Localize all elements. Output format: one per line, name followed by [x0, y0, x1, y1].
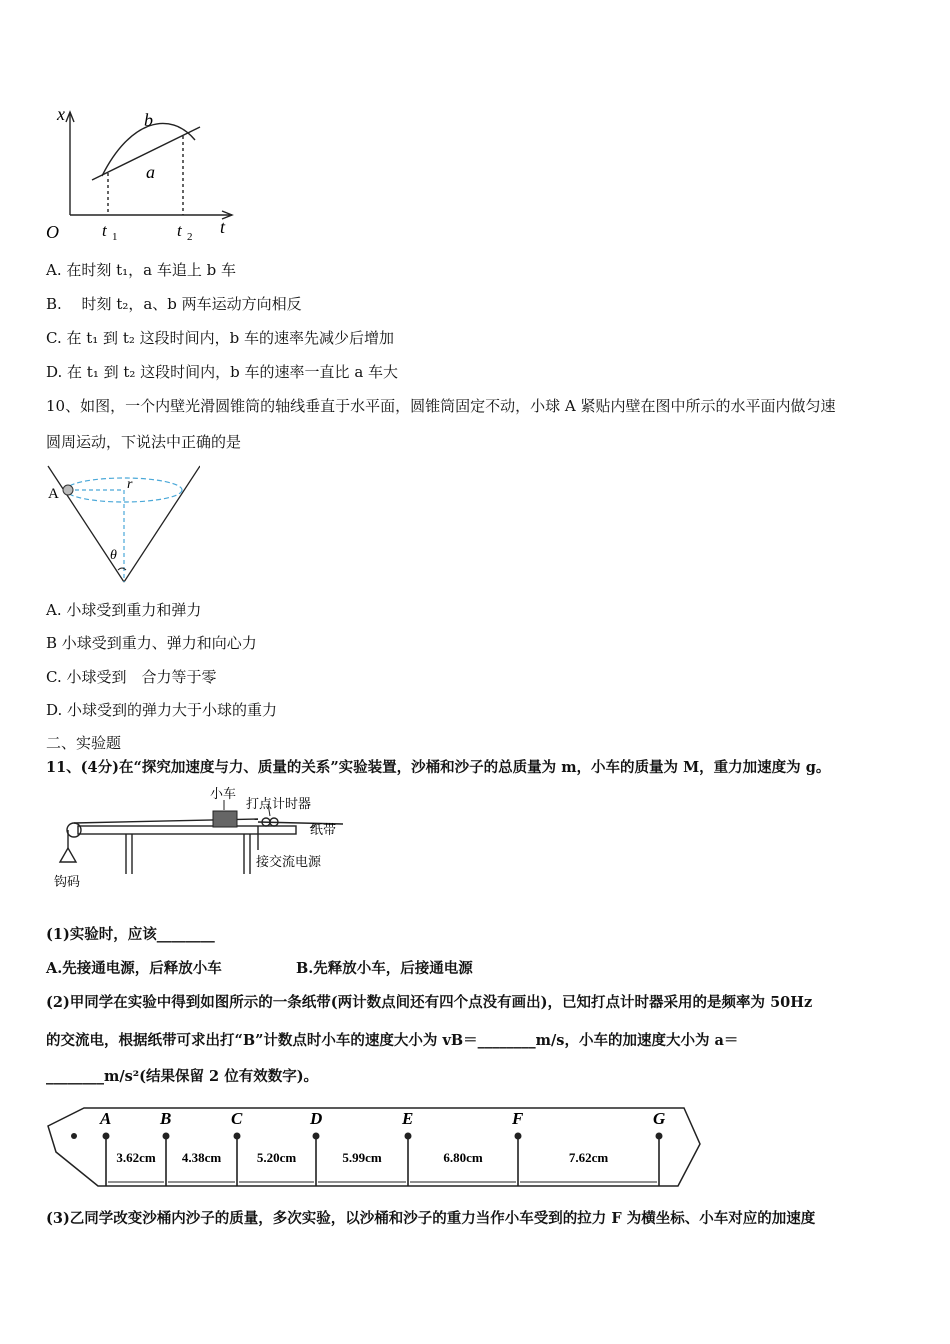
t1-sub: 1 — [112, 231, 118, 243]
origin-label: O — [46, 222, 59, 242]
a-label: a — [146, 162, 155, 182]
q11-part2-line3: ________m/s²(结果保留 2 位有效数字)。 — [46, 1068, 319, 1085]
tape-point-label: F — [512, 1109, 524, 1128]
table-top — [78, 826, 296, 834]
tape-point-label: G — [653, 1109, 666, 1128]
weight-label: 钩码 — [54, 874, 81, 889]
xt-graph — [40, 100, 250, 248]
q9-option-a: A. 在时刻 t₁，a 车追上 b 车 — [46, 261, 237, 279]
q9-option-d: D. 在 t₁ 到 t₂ 这段时间内，b 车的速率一直比 a 车大 — [46, 363, 399, 381]
radius-label: r — [127, 477, 133, 492]
tape-distance-label: 5.20cm — [256, 1150, 297, 1165]
tape-outline — [48, 1108, 700, 1186]
ball-a — [63, 485, 73, 495]
tape-dot — [71, 1133, 77, 1139]
section-title: 二、实验题 — [46, 734, 122, 752]
timer-label: 打点计时器 — [246, 796, 312, 811]
q11-stem: 11、(4分)在“探究加速度与力、质量的关系”实验装置，沙桶和沙子的总质量为 m，小车的质量为 M，重力加速度为 g。 — [46, 759, 831, 776]
q10-option-b: B 小球受到重力、弹力和向心力 — [46, 634, 257, 652]
cone-left-wall — [48, 466, 124, 582]
q10-stem-line2: 圆周运动，下说法中正确的是 — [46, 433, 242, 451]
q11-part1-option-a: A.先接通电源，后释放小车 — [46, 960, 222, 977]
tape-distance-label: 4.38cm — [181, 1150, 222, 1165]
q11-part2-line1: (2)甲同学在实验中得到如图所示的一条纸带(两计数点间还有四个点没有画出)，已知打点计时器采用的是频率为 50Hz — [46, 994, 813, 1011]
q9-option-c: C. 在 t₁ 到 t₂ 这段时间内，b 车的速率先减少后增加 — [46, 329, 395, 347]
weight-block — [60, 848, 76, 862]
tape-distance-label: 6.80cm — [443, 1150, 483, 1165]
paper-tape-figure — [44, 1100, 704, 1196]
x-label: x — [57, 104, 65, 124]
q11-part3: (3)乙同学改变沙桶内沙子的质量，多次实验，以沙桶和沙子的重力当作小车受到的拉力 F 为横坐标、小车对应的加速度 — [46, 1210, 816, 1227]
q10-option-d: D. 小球受到的弹力大于小球的重力 — [46, 701, 278, 719]
tape-label: 纸带 — [310, 822, 337, 837]
tape-distance-label: 5.99cm — [342, 1150, 382, 1165]
tape-distance-label: 3.62cm — [116, 1150, 156, 1165]
cart — [213, 811, 237, 827]
t1-label: t — [102, 221, 107, 240]
tape-point-label: D — [310, 1109, 323, 1128]
q11-part2-line2: 的交流电，根据纸带可求出打“B”计数点时小车的速度大小为 vB＝________m/s，小车的加速度大小为 a＝ — [46, 1032, 739, 1049]
cone-figure — [40, 462, 200, 588]
pulley — [67, 823, 81, 837]
theta-arc — [118, 568, 126, 570]
tape-point-label: C — [231, 1109, 243, 1128]
q9-option-b: B. 时刻 t₂，a、b 两车运动方向相反 — [46, 295, 302, 313]
b-label: b — [144, 110, 153, 130]
q11-part1-option-b: B.先释放小车，后接通电源 — [296, 960, 473, 977]
cone-right-wall — [124, 466, 200, 582]
tape-distance-label: 7.62cm — [568, 1150, 609, 1165]
tape-point-label: A — [100, 1109, 112, 1128]
t2-sub: 2 — [187, 231, 193, 243]
theta-label: θ — [110, 548, 117, 563]
apparatus-figure — [48, 786, 348, 896]
power-label: 接交流电源 — [256, 854, 322, 869]
q10-option-a: A. 小球受到重力和弹力 — [46, 601, 202, 619]
ball-label: A — [48, 486, 59, 502]
tape-point-label: B — [160, 1109, 172, 1128]
t2-label: t — [177, 221, 182, 240]
q10-stem-line1: 10、如图，一个内壁光滑圆锥筒的轴线垂直于水平面，圆锥筒固定不动，小球 A 紧贴内壁在图中所示的水平面内做匀速 — [46, 397, 836, 415]
q10-option-c: C. 小球受到 合力等于零 — [46, 668, 217, 686]
q11-part1: (1)实验时，应该________ — [46, 926, 215, 943]
t-label: t — [220, 217, 226, 237]
cart-label: 小车 — [210, 786, 237, 801]
tape-point-label: E — [402, 1109, 414, 1128]
